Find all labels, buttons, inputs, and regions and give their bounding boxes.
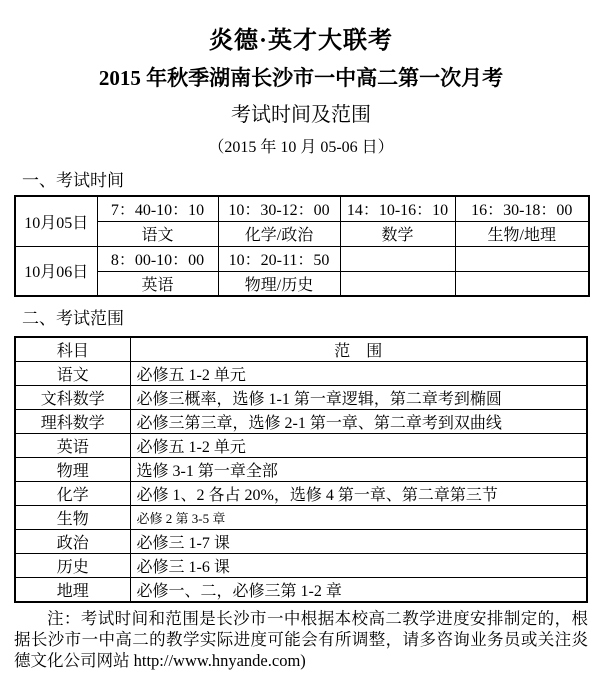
table-row <box>15 362 587 386</box>
exam-schedule-table <box>14 195 590 297</box>
table-row <box>15 530 587 554</box>
table-row <box>15 506 587 530</box>
scope-cell: 必修三概率，选修 1-1 第一章逻辑，第二章考到椭圆 <box>130 386 587 410</box>
subject-cell <box>455 271 589 296</box>
section-heading-exam-time: 一、考试时间 <box>22 171 124 190</box>
subject-cell: 政治 <box>15 530 130 554</box>
scope-cell: 必修五 1-2 单元 <box>130 434 587 458</box>
subject-cell: 化学/政治 <box>218 221 340 246</box>
time-cell: 10：30-12：00 <box>218 196 340 221</box>
scope-cell: 必修三 1-6 课 <box>130 554 587 578</box>
table-header-row <box>15 337 587 362</box>
document-page <box>0 26 602 673</box>
subject-cell: 数学 <box>340 221 455 246</box>
date-cell: 10月05日 <box>15 196 97 246</box>
time-cell <box>340 246 455 271</box>
time-cell <box>455 246 589 271</box>
scope-cell: 必修三第三章，选修 2-1 第一章、第二章考到双曲线 <box>130 410 587 434</box>
table-row <box>15 482 587 506</box>
scope-cell: 必修三 1-7 课 <box>130 530 587 554</box>
table-row <box>15 554 587 578</box>
subject-cell: 文科数学 <box>15 386 130 410</box>
subject-cell: 英语 <box>97 271 218 296</box>
subject-cell: 地理 <box>15 578 130 603</box>
subject-cell: 历史 <box>15 554 130 578</box>
subject-cell <box>340 271 455 296</box>
brand-title: 炎德·英才大联考 <box>208 28 393 54</box>
exam-title: 2015 年秋季湖南长沙市一中高二第一次月考 <box>98 66 504 90</box>
scope-cell: 必修一、二，必修三第 1-2 章 <box>130 578 587 603</box>
time-cell: 8：00-10：00 <box>97 246 218 271</box>
exam-date-range: （2015 年 10 月 05-06 日） <box>208 139 394 156</box>
table-row <box>15 221 589 246</box>
subject-cell: 语文 <box>15 362 130 386</box>
scope-cell: 必修 1、2 各占 20%，选修 4 第一章、第二章第三节 <box>130 482 587 506</box>
table-row <box>15 386 587 410</box>
table-row <box>15 578 587 603</box>
subject-column-header: 科目 <box>15 337 130 362</box>
time-cell: 16：30-18：00 <box>455 196 589 221</box>
subject-cell: 物理 <box>15 458 130 482</box>
scope-cell: 必修 2 第 3-5 章 <box>130 506 587 530</box>
subject-cell: 语文 <box>97 221 218 246</box>
exam-scope-table <box>14 336 588 603</box>
subject-cell: 化学 <box>15 482 130 506</box>
subject-cell: 物理/历史 <box>218 271 340 296</box>
table-row <box>15 458 587 482</box>
scope-column-header: 范 围 <box>130 337 587 362</box>
time-cell: 14：10-16：10 <box>340 196 455 221</box>
time-cell: 7：40-10：10 <box>97 196 218 221</box>
subject-cell: 生物/地理 <box>455 221 589 246</box>
subject-cell: 生物 <box>15 506 130 530</box>
subject-cell: 英语 <box>15 434 130 458</box>
table-row <box>15 434 587 458</box>
page-title: 考试时间及范围 <box>231 104 371 126</box>
scope-cell: 必修五 1-2 单元 <box>130 362 587 386</box>
date-cell: 10月06日 <box>15 246 97 296</box>
scope-cell: 选修 3-1 第一章全部 <box>130 458 587 482</box>
table-row <box>15 271 589 296</box>
table-row <box>15 196 589 221</box>
footnote: 注：考试时间和范围是长沙市一中根据本校高二教学进度安排制定的，根据长沙市一中高二的教学实际进度可能会有所调整，请多咨询业务员或关注炎德文化公司网站 http://www.hnyande.com) <box>14 609 588 670</box>
table-row <box>15 410 587 434</box>
subject-cell: 理科数学 <box>15 410 130 434</box>
section-heading-exam-scope: 二、考试范围 <box>22 309 124 328</box>
table-row <box>15 246 589 271</box>
time-cell: 10：20-11：50 <box>218 246 340 271</box>
